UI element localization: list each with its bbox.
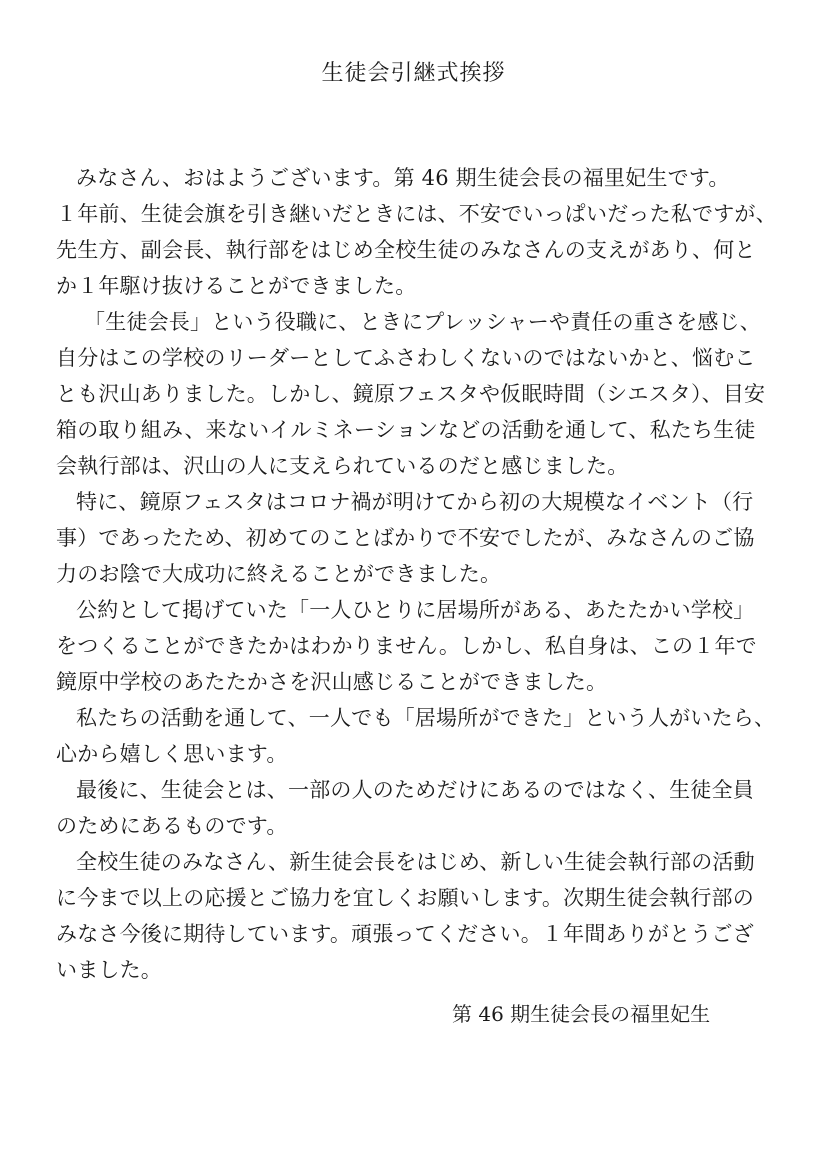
text-line: 自分はこの学校のリーダーとしてふさわしくないのではないかと、悩むこ (56, 346, 756, 370)
text-line: 会執行部は、沢山の人に支えられているのだと感じました。 (56, 454, 629, 478)
text-line: 公約として掲げていた「一人ひとりに居場所がある、あたたかい学校」 (76, 598, 755, 622)
speech-body (56, 160, 784, 988)
text-line: 事）であったため、初めてのことばかりで不安でしたが、みなさんのご協 (56, 526, 755, 550)
text-line: か１年駆け抜けることができました。 (56, 274, 417, 298)
text-line: のためにあるものです。 (56, 814, 288, 838)
text-line: 特に、鏡原フェスタはコロナ禍が明けてから初の大規模なイベント（行 (76, 490, 754, 514)
document-title: 生徒会引継式挨拶 (321, 61, 506, 86)
text-line: に今まで以上の応援とご協力を宜しくお願いします。次期生徒会執行部の (56, 886, 754, 910)
text-line: １年前、生徒会旗を引き継いだときには、不安でいっぱいだった私ですが、 (56, 202, 777, 226)
text-line: いました。 (56, 958, 162, 982)
text-line: 力のお陰で大成功に終えることができました。 (56, 562, 502, 586)
text-line: 「生徒会長」という役職に、ときにプレッシャーや責任の重さを感じ、 (84, 310, 761, 334)
text-line: 先生方、副会長、執行部をはじめ全校生徒のみなさんの支えがあり、何と (56, 238, 756, 262)
text-line: をつくることができたかはわかりません。しかし、私自身は、この１年で (56, 634, 757, 658)
text-line: 心から嬉しく思います。 (56, 742, 288, 766)
signature: 第 46 期生徒会長の福里妃生 (452, 1002, 711, 1026)
text-line: 鏡原中学校のあたたかさを沢山感じることができました。 (56, 670, 608, 694)
text-line: とも沢山ありました。しかし、鏡原フェスタや仮眠時間（シエスタ）、目安 (56, 382, 766, 406)
text-line: 私たちの活動を通して、一人でも「居場所ができた」という人がいたら、 (76, 706, 776, 730)
text-line: みなさん、おはようございます。第 46 期生徒会長の福里妃生です。 (76, 166, 730, 190)
text-line: 全校生徒のみなさん、新生徒会長をはじめ、新しい生徒会執行部の活動 (76, 850, 755, 874)
text-line: 最後に、生徒会とは、一部の人のためだけにあるのではなく、生徒全員 (76, 778, 754, 802)
text-line: 箱の取り組み、来ないイルミネーションなどの活動を通して、私たち生徒 (56, 418, 756, 442)
text-line: みなさ今後に期待しています。頑張ってください。１年間ありがとうござ (56, 922, 754, 946)
